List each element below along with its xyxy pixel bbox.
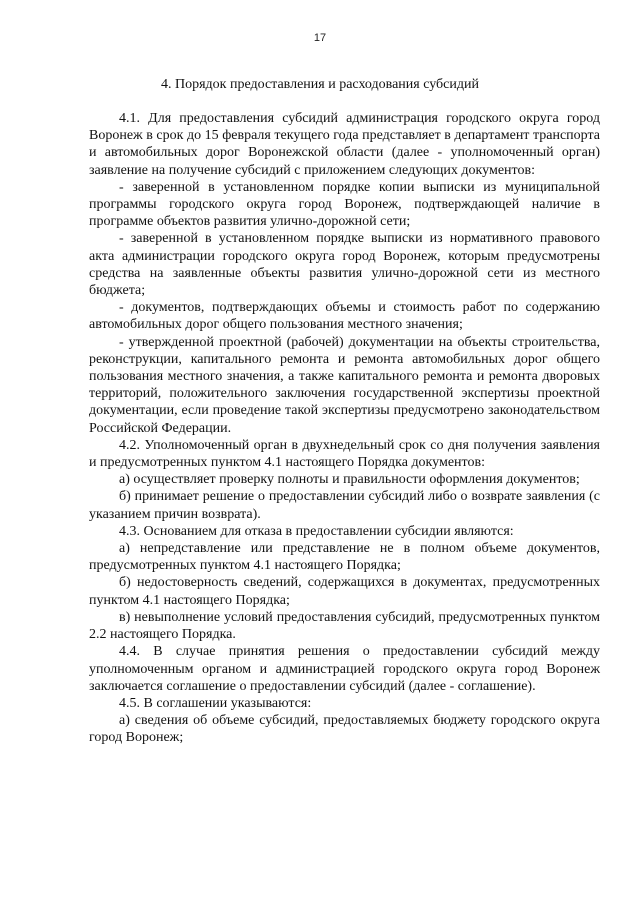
- paragraph-4-1: 4.1. Для предоставления субсидий администрация городского округа город Воронеж в срок до 15 февраля текущего года представляет в департамент транспорта и автомобильных дорог Воронежской области (далее - уполномоченный орган) заявление на получение субсидий с приложением следующих документов:: [89, 111, 600, 178]
- list-item-legal-act-extract: - заверенной в установленном порядке выписки из нормативного правового акта администрации городского округа город Воронеж, которым предусмотрены средства на заявленные объекты развития улично-дорожной сети из местного бюджета;: [89, 231, 600, 299]
- section-title: 4. Порядок предоставления и расходования субсидий: [160, 77, 479, 92]
- paragraph-4-2: 4.2. Уполномоченный орган в двухнедельный срок со дня получения заявления и предусмотренных пунктом 4.1 настоящего Порядка документов:: [89, 437, 600, 471]
- paragraph-4-4: 4.4. В случае принятия решения о предоставлении субсидий между уполномоченным органом и администрацией городского округа город Воронеж заключается соглашение о предоставлении субсидий (далее - соглашение).: [89, 644, 600, 694]
- page-number: 17: [313, 32, 327, 44]
- list-item-4-3-v: в) невыполнение условий предоставления субсидий, предусмотренных пунктом 2.2 настоящего Порядка.: [89, 609, 600, 643]
- list-item-4-3-b: б) недостоверность сведений, содержащихся в документах, предусмотренных пунктом 4.1 настоящего Порядка;: [89, 575, 600, 608]
- list-item-4-3-a: а) непредставление или представление не в полном объеме документов, предусмотренных пунктом 4.1 настоящего Порядка;: [89, 541, 600, 574]
- paragraph-4-3: 4.3. Основанием для отказа в предоставлении субсидии являются:: [119, 523, 514, 539]
- list-item-4-2-a: а) осуществляет проверку полноты и правильности оформления документов;: [119, 472, 580, 488]
- list-item-cost-documents: - документов, подтверждающих объемы и стоимость работ по содержанию автомобильных дорог общего пользования местного значения;: [89, 300, 600, 333]
- list-item-4-2-b: б) принимает решение о предоставлении субсидий либо о возврате заявления (с указанием причин возврата).: [89, 489, 600, 522]
- paragraph-4-5: 4.5. В соглашении указываются:: [119, 695, 312, 711]
- list-item-program-extract: - заверенной в установленном порядке копии выписки из муниципальной программы городского округа город Воронеж, подтверждающей наличие в программе объектов развития улично-дорожной сети;: [89, 179, 600, 230]
- document-body: [89, 110, 600, 747]
- list-item-4-5-a: а) сведения об объеме субсидий, предоставляемых бюджету городского округа город Воронеж;: [89, 713, 600, 746]
- list-item-project-documentation: - утвержденной проектной (рабочей) документации на объекты строительства, реконструкции, капитального ремонта и ремонта автомобильных дорог общего пользования местного значения, а также капитального ремонта и ремонта дворовых территорий, положительного заключения государственной экспертизы проектной документации, если проведение такой экспертизы предусмотрено законодательством Российской Федерации.: [89, 334, 600, 436]
